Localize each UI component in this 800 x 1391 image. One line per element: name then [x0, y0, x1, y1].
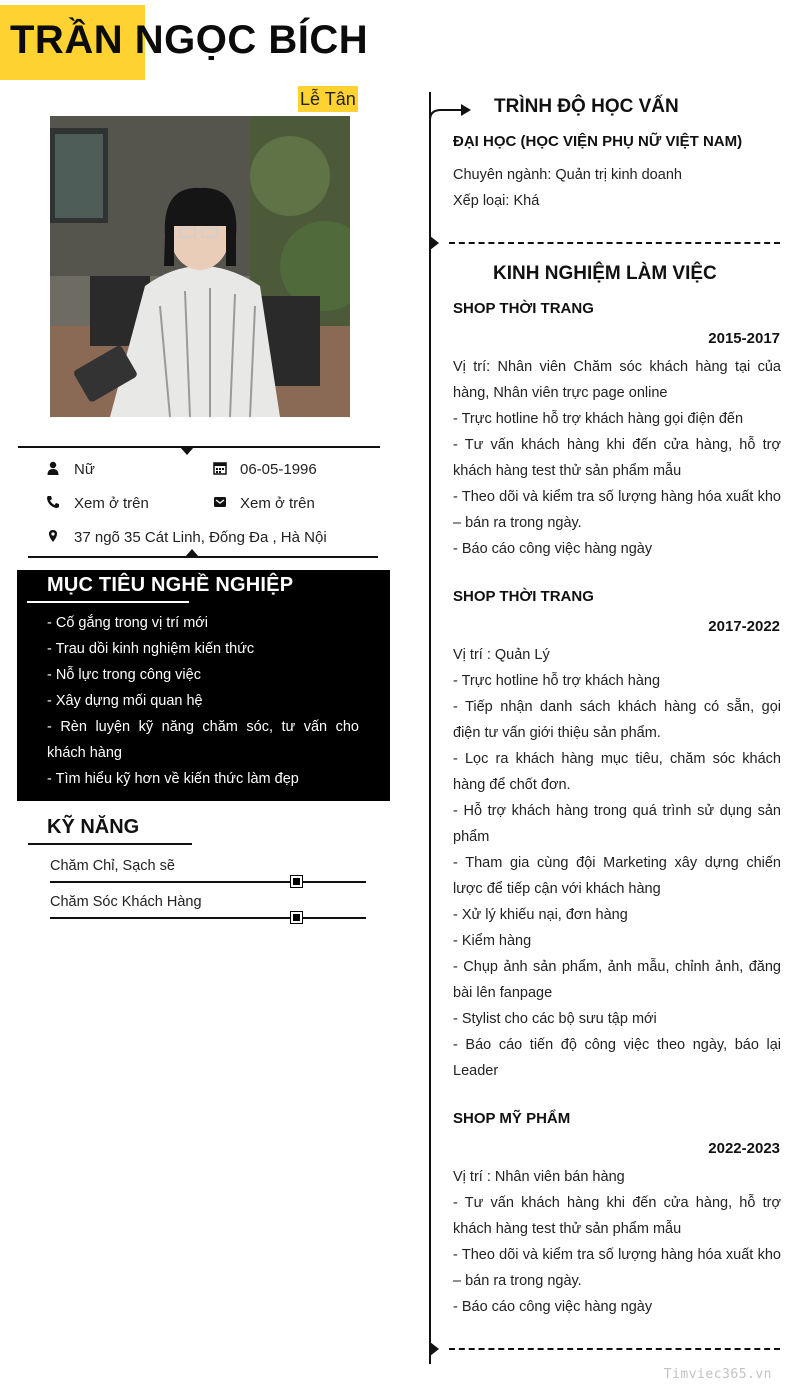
skill-label: Chăm Sóc Khách Hàng: [50, 894, 202, 910]
list-item: - Tiếp nhận danh sách khách hàng có sẵn, gọi điện tư vấn giới thiệu sản phẩm.: [453, 699, 781, 741]
list-item: - Theo dõi và kiểm tra số lượng hàng hóa xuất kho – bán ra trong ngày.: [453, 489, 781, 531]
list-item: - Trực hotline hỗ trợ khách hàng gọi điện đến: [453, 411, 744, 427]
timeline-arrow-icon: [429, 92, 473, 122]
job-period: 2022-2023: [708, 1140, 780, 1157]
section-divider: [449, 1348, 780, 1350]
career-goal-list: [47, 610, 359, 792]
list-item: - Theo dõi và kiểm tra số lượng hàng hóa xuất kho – bán ra trong ngày.: [453, 1247, 781, 1289]
phone-icon: [46, 495, 60, 509]
education-title: [484, 94, 689, 120]
email-value: Xem ở trên: [240, 495, 315, 512]
phone-value: Xem ở trên: [74, 495, 149, 512]
career-goal-section: [17, 570, 390, 801]
skill-label: Chăm Chỉ, Sạch sẽ: [50, 858, 175, 874]
list-item: - Báo cáo tiến độ công việc theo ngày, báo lại Leader: [453, 1037, 781, 1079]
portrait-illustration: [50, 116, 350, 417]
job-role: Lễ Tân: [298, 86, 358, 112]
career-goal-title: MỤC TIÊU NGHỀ NGHIỆP: [47, 574, 294, 596]
list-item: - Hỗ trợ khách hàng trong quá trình sử dụng sản phẩm: [453, 803, 781, 845]
job-details: [453, 642, 781, 1084]
skills-underline: [28, 843, 192, 845]
gender-value: Nữ: [74, 461, 95, 478]
list-item: - Lọc ra khách hàng mục tiêu, chăm sóc khách hàng để chốt đơn.: [453, 751, 781, 793]
list-item: - Tham gia cùng đội Marketing xây dựng chiến lược để tiếp cận với khách hàng: [453, 855, 781, 897]
info-bottom-line: [28, 556, 378, 558]
timeline-line: [429, 92, 431, 1364]
info-top-line: [18, 446, 380, 448]
list-item: - Nỗ lực trong công việc: [47, 667, 201, 683]
job-details: [453, 354, 781, 562]
timeline-marker: [430, 1342, 439, 1356]
list-item: - Tư vấn khách hàng khi đến cửa hàng, hỗ trợ khách hàng test thử sản phẩm mẫu: [453, 1195, 781, 1237]
job-position: Vị trí : Nhân viên bán hàng: [453, 1169, 625, 1185]
experience-title-text: KINH NGHIỆM LÀM VIỆC: [493, 263, 717, 284]
job-position: Vị trí: Nhân viên Chăm sóc khách hàng tại của hàng, Nhân viên trực page online: [453, 359, 781, 401]
career-goal-underline: [27, 601, 189, 603]
job-company: SHOP THỜI TRANG: [453, 588, 594, 605]
list-item: - Rèn luyện kỹ năng chăm sóc, tư vấn cho khách hàng: [47, 719, 359, 761]
list-item: - Chụp ảnh sản phẩm, ảnh mẫu, chỉnh ảnh, đăng bài lên fanpage: [453, 959, 781, 1001]
skill-level-knob: [291, 876, 302, 887]
list-item: - Kiểm hàng: [453, 933, 532, 949]
list-item: - Tư vấn khách hàng khi đến cửa hàng, hỗ trợ khách hàng test thử sản phẩm mẫu: [453, 437, 781, 479]
job-period: 2015-2017: [708, 330, 780, 347]
info-top-marker: [180, 447, 194, 455]
list-item: - Trau dồi kinh nghiệm kiến thức: [47, 641, 255, 657]
education-title-text: TRÌNH ĐỘ HỌC VẤN: [494, 96, 679, 117]
skill-bar: [50, 917, 366, 919]
watermark: Timviec365.vn: [663, 1367, 772, 1382]
list-item: - Xử lý khiếu nại, đơn hàng: [453, 907, 628, 923]
list-item: - Stylist cho các bộ sưu tập mới: [453, 1011, 657, 1027]
job-details: [453, 1164, 781, 1320]
timeline-marker: [430, 236, 439, 250]
list-item: - Tìm hiểu kỹ hơn về kiến thức làm đẹp: [47, 771, 299, 787]
birthday-value: 06-05-1996: [240, 461, 317, 478]
section-divider: [449, 242, 780, 244]
address-value: 37 ngõ 35 Cát Linh, Đống Đa , Hà Nội: [74, 529, 327, 546]
list-item: - Báo cáo công việc hàng ngày: [453, 541, 653, 557]
job-period: 2017-2022: [708, 618, 780, 635]
skill-level-knob: [291, 912, 302, 923]
list-item: - Xây dựng mối quan hệ: [47, 693, 203, 709]
skills-title: KỸ NĂNG: [47, 816, 140, 838]
user-icon: [46, 461, 60, 475]
job-position: Vị trí : Quản Lý: [453, 647, 550, 663]
list-item: - Cố gắng trong vị trí mới: [47, 615, 209, 631]
job-company: SHOP THỜI TRANG: [453, 300, 594, 317]
experience-title: [483, 261, 727, 287]
list-item: - Trực hotline hỗ trợ khách hàng: [453, 673, 661, 689]
list-item: - Báo cáo công việc hàng ngày: [453, 1299, 653, 1315]
calendar-icon: [213, 461, 227, 475]
envelope-icon: [213, 495, 227, 509]
education-school: ĐẠI HỌC (HỌC VIỆN PHỤ NỮ VIỆT NAM): [453, 133, 743, 150]
map-pin-icon: [46, 529, 60, 543]
skill-bar: [50, 881, 366, 883]
education-rank: Xếp loại: Khá: [453, 193, 540, 209]
job-company: SHOP MỸ PHẨM: [453, 1110, 571, 1127]
education-major: Chuyên ngành: Quản trị kinh doanh: [453, 167, 682, 183]
candidate-name: TRẦN NGỌC BÍCH: [10, 18, 369, 62]
profile-photo: [50, 116, 350, 417]
